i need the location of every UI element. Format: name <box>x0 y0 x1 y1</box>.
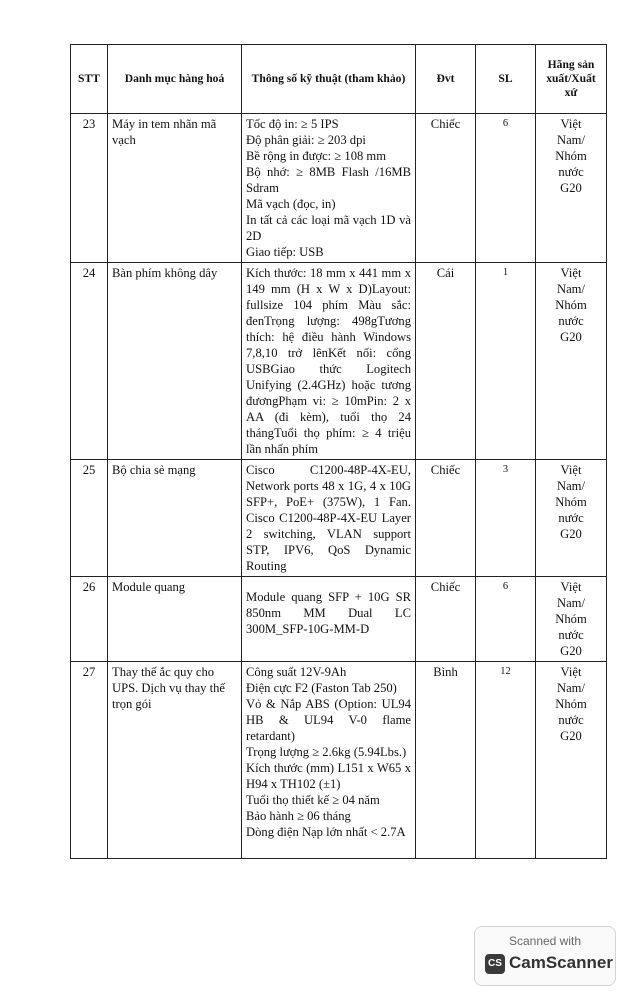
row-origin: Việt Nam/ Nhóm nước G20 <box>536 263 607 460</box>
table-header <box>71 45 607 114</box>
row-unit: Bình <box>416 662 476 859</box>
table-row <box>71 263 607 460</box>
row-stt: 25 <box>71 460 108 577</box>
table-row <box>71 114 607 263</box>
header-technical-spec: Thông số kỹ thuật (tham khảo) <box>242 45 416 114</box>
watermark-brand: CamScanner <box>509 953 613 972</box>
row-quantity: 6 <box>476 577 536 662</box>
table-row <box>71 460 607 577</box>
row-stt: 24 <box>71 263 108 460</box>
header-stt: STT <box>71 45 108 114</box>
header-row <box>71 45 607 114</box>
header-origin: Hãng sản xuất/Xuất xứ <box>536 45 607 114</box>
row-goods-name: Máy in tem nhãn mã vạch <box>108 114 242 263</box>
row-unit: Chiếc <box>416 577 476 662</box>
row-stt: 26 <box>71 577 108 662</box>
row-unit: Cái <box>416 263 476 460</box>
row-stt: 23 <box>71 114 108 263</box>
row-quantity: 12 <box>476 662 536 859</box>
row-goods-name: Bộ chia sẻ mạng <box>108 460 242 577</box>
row-quantity: 6 <box>476 114 536 263</box>
row-goods-name: Bàn phím không dây <box>108 263 242 460</box>
watermark-caption: Scanned with <box>508 934 582 948</box>
spec-top-spacer <box>246 579 411 589</box>
row-spec <box>242 577 416 662</box>
row-spec: Kích thước: 18 mm x 441 mm x 149 mm (H x W x D)Layout: fullsize 104 phím Màu sắc: đenTrọng lượng: 498gTương thích: hệ điều hành Windows 7,8,10 trở lênKết nối: cổng USBGiao thức Logitech Unifying (2.4GHz) hoặc tương đươngPhạm vi: ≥ 10mPin: 2 x AA (đi kèm), tuổi thọ 24 thángTuổi thọ phím: ≥ 4 triệu lần nhấn phím <box>242 263 416 460</box>
row-quantity: 3 <box>476 460 536 577</box>
camscanner-watermark <box>474 926 616 986</box>
goods-specification-table <box>70 44 607 859</box>
row-origin: Việt Nam/ Nhóm nước G20 <box>536 662 607 859</box>
camscanner-logo-icon: CS <box>485 954 505 974</box>
row-origin: Việt Nam/ Nhóm nước G20 <box>536 460 607 577</box>
row-unit: Chiếc <box>416 114 476 263</box>
header-unit: Đvt <box>416 45 476 114</box>
header-quantity: SL <box>476 45 536 114</box>
row-spec-text: Module quang SFP + 10G SR 850nm MM Dual LC 300M_SFP-10G-MM-D <box>246 590 411 636</box>
row-spec: Công suất 12V-9Ah Điện cực F2 (Faston Tab 250) Vỏ & Nắp ABS (Option: UL94 HB & UL94 V-0 flame retardant) Trọng lượng ≥ 2.6kg (5.94Lbs.) Kích thước (mm) L151 x W65 x H94 x TH102 (±1) Tuổi thọ thiết kế ≥ 04 năm Bảo hành ≥ 06 tháng Dòng điện Nạp lớn nhất < 2.7A <box>242 662 416 859</box>
table-row <box>71 662 607 859</box>
row-goods-name: Module quang <box>108 577 242 662</box>
row-origin: Việt Nam/ Nhóm nước G20 <box>536 114 607 263</box>
row-goods-name: Thay thế ắc quy cho UPS. Dịch vụ thay thế trọn gói <box>108 662 242 859</box>
row-spec: Cisco C1200-48P-4X-EU, Network ports 48 x 1G, 4 x 10G SFP+, PoE+ (375W), 1 Fan. Cisco C1200-48P-4X-EU Layer 2 switching, VLAN support STP, IPV6, QoS Dynamic Routing <box>242 460 416 577</box>
header-goods-name: Danh mục hàng hoá <box>108 45 242 114</box>
row-spec: Tốc độ in: ≥ 5 IPS Độ phân giải: ≥ 203 dpi Bề rộng in được: ≥ 108 mm Bộ nhớ: ≥ 8MB Flash /16MB Sdram Mã vạch (đọc, in) In tất cả các loại mã vạch 1D và 2D Giao tiếp: USB <box>242 114 416 263</box>
row-origin: Việt Nam/ Nhóm nước G20 <box>536 577 607 662</box>
table-row <box>71 577 607 662</box>
table-body <box>71 114 607 859</box>
row-quantity: 1 <box>476 263 536 460</box>
row-unit: Chiếc <box>416 460 476 577</box>
row-stt: 27 <box>71 662 108 859</box>
